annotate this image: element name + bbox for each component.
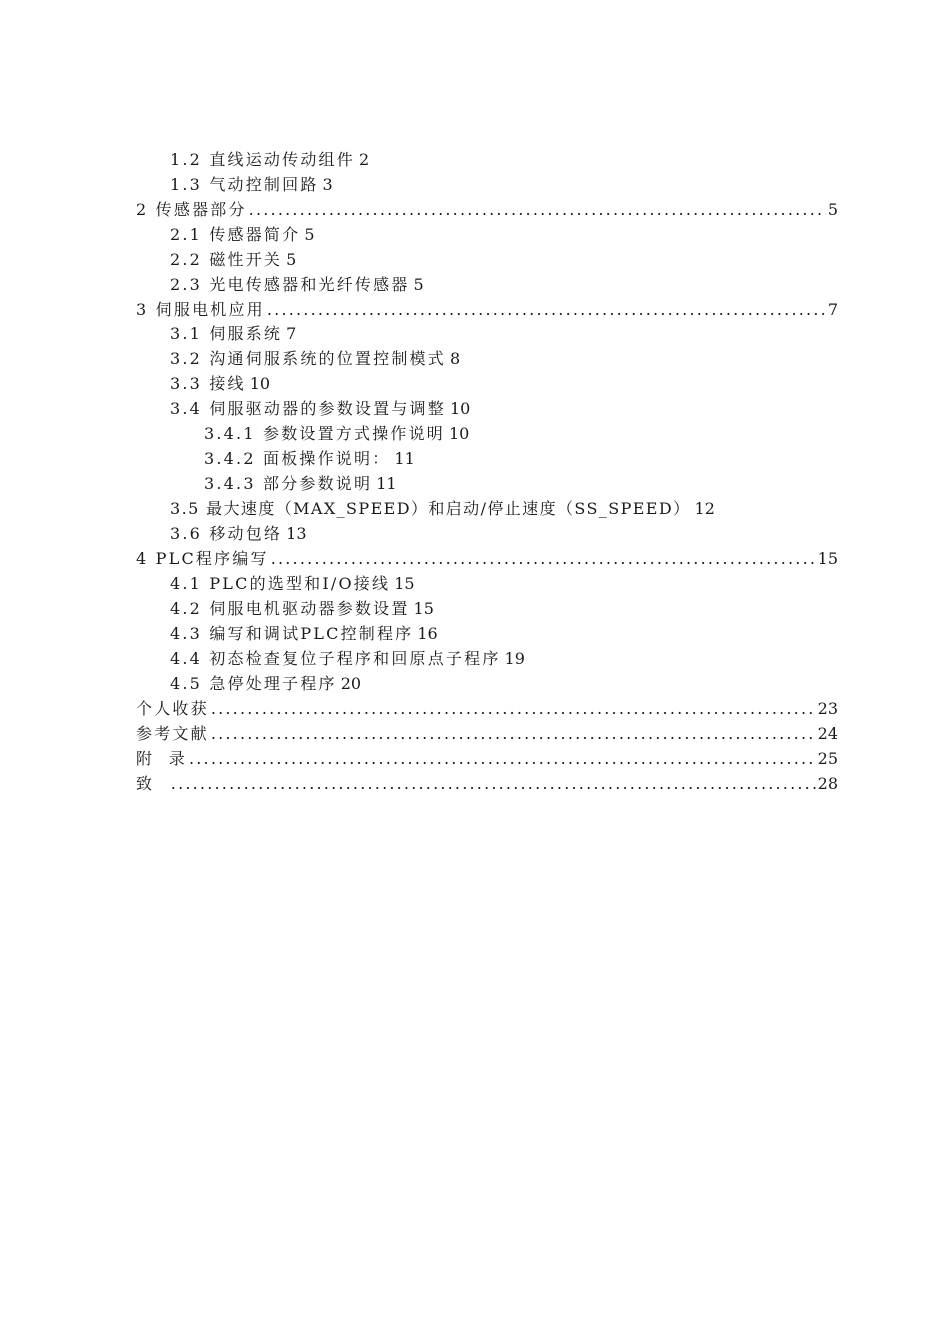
toc-entry-label: 参考文献 — [136, 724, 209, 743]
toc-entry-page: 10 — [449, 399, 471, 418]
toc-entry-page: 25 — [817, 749, 838, 768]
dot-leader — [271, 547, 816, 571]
toc-entry-2-1[interactable] — [170, 223, 315, 247]
toc-entry-label: 3.1 伺服系统 — [170, 324, 283, 343]
toc-entry-3-6[interactable] — [170, 522, 307, 546]
toc-entry-3-4[interactable] — [170, 397, 470, 421]
toc-entry-3-2[interactable] — [170, 347, 460, 371]
toc-entry-page: 8 — [449, 349, 461, 368]
toc-entry-page: 15 — [817, 549, 838, 568]
toc-entry-references[interactable] — [136, 722, 838, 746]
toc-entry-page: 15 — [413, 599, 434, 618]
dot-leader — [211, 722, 816, 746]
toc-entry-3-3[interactable] — [170, 372, 270, 396]
toc-entry-label: 2 传感器部分 — [136, 200, 247, 219]
toc-entry-1-2[interactable] — [170, 148, 369, 172]
toc-entry-label: 3.4.2 面板操作说明： — [204, 449, 391, 468]
toc-entry-2[interactable] — [136, 198, 838, 222]
toc-entry-page: 2 — [358, 150, 370, 169]
toc-entry-label: 4.4 初态检查复位子程序和回原点子程序 — [170, 649, 501, 668]
toc-entry-label: 4.3 编写和调试PLC控制程序 — [170, 624, 414, 643]
toc-entry-3-4-1[interactable] — [204, 422, 469, 446]
toc-entry-label: 3.4 伺服驱动器的参数设置与调整 — [170, 399, 446, 418]
toc-entry-page: 13 — [286, 524, 307, 543]
toc-entry-page: 23 — [817, 699, 838, 718]
toc-entry-label: 1.2 直线运动传动组件 — [170, 150, 355, 169]
toc-entry-acknowledgement[interactable] — [136, 772, 838, 796]
toc-entry-label: 4 PLC程序编写 — [136, 549, 269, 568]
toc-entry-page: 5 — [304, 225, 315, 244]
toc-entry-page: 28 — [817, 774, 838, 793]
toc-entry-4-5[interactable] — [170, 672, 361, 696]
toc-entry-appendix[interactable] — [136, 747, 838, 771]
toc-entry-3-1[interactable] — [170, 322, 296, 346]
dot-leader — [171, 772, 816, 796]
toc-entry-page: 12 — [694, 499, 715, 518]
toc-entry-label: 3.4.1 参数设置方式操作说明 — [204, 424, 445, 443]
toc-entry-label: 2.1 传感器简介 — [170, 225, 301, 244]
toc-entry-page: 5 — [827, 200, 838, 219]
toc-entry-label: 3.6 移动包络 — [170, 524, 283, 543]
toc-entry-4[interactable] — [136, 547, 838, 571]
toc-entry-4-1[interactable] — [170, 572, 415, 596]
toc-entry-label: 个人收获 — [136, 699, 209, 718]
toc-entry-label: 3.2 沟通伺服系统的位置控制模式 — [170, 349, 446, 368]
dot-leader — [189, 747, 816, 771]
toc-entry-label: 4.1 PLC的选型和I/O接线 — [170, 574, 391, 593]
toc-entry-page: 19 — [504, 649, 525, 668]
toc-entry-label: 附 录 — [136, 749, 187, 768]
dot-leader — [267, 298, 826, 322]
toc-entry-3-5[interactable] — [170, 497, 715, 521]
toc-entry-page: 10 — [449, 424, 470, 443]
toc-entry-page: 10 — [249, 374, 271, 393]
toc-entry-personal-gains[interactable] — [136, 697, 838, 721]
toc-entry-page: 16 — [417, 624, 438, 643]
toc-entry-2-3[interactable] — [170, 273, 424, 297]
toc-entry-4-3[interactable] — [170, 622, 438, 646]
toc-entry-page: 5 — [286, 250, 297, 269]
toc-entry-label: 3.4.3 部分参数说明 — [204, 474, 373, 493]
toc-entry-4-4[interactable] — [170, 647, 525, 671]
toc-entry-page: 11 — [376, 474, 397, 493]
dot-leader — [211, 697, 816, 721]
toc-entry-page: 3 — [322, 175, 333, 194]
toc-entry-3[interactable] — [136, 298, 838, 322]
toc-entry-page: 11 — [394, 449, 415, 468]
toc-entry-label: 致 — [136, 774, 169, 793]
toc-entry-label: 3.3 接线 — [170, 374, 246, 393]
toc-entry-page: 24 — [817, 724, 838, 743]
toc-entry-page: 20 — [340, 674, 362, 693]
toc-entry-label: 2.3 光电传感器和光纤传感器 — [170, 275, 410, 294]
toc-entry-label: 3 伺服电机应用 — [136, 300, 265, 319]
toc-entry-label: 4.5 急停处理子程序 — [170, 674, 337, 693]
dot-leader — [249, 198, 826, 222]
toc-entry-4-2[interactable] — [170, 597, 434, 621]
toc-entry-page: 7 — [827, 300, 838, 319]
toc-entry-page: 15 — [394, 574, 415, 593]
toc-entry-page: 5 — [413, 275, 424, 294]
toc-entry-label: 4.2 伺服电机驱动器参数设置 — [170, 599, 410, 618]
toc-entry-label: 2.2 磁性开关 — [170, 250, 283, 269]
toc-entry-3-4-3[interactable] — [204, 472, 397, 496]
toc-entry-label: 1.3 气动控制回路 — [170, 175, 319, 194]
toc-entry-1-3[interactable] — [170, 173, 333, 197]
toc-entry-3-4-2[interactable] — [204, 447, 415, 471]
toc-entry-label: 3.5 最大速度（MAX_SPEED）和启动/停止速度（SS_SPEED） — [170, 499, 691, 518]
toc-entry-page: 7 — [286, 324, 297, 343]
toc-entry-2-2[interactable] — [170, 248, 296, 272]
